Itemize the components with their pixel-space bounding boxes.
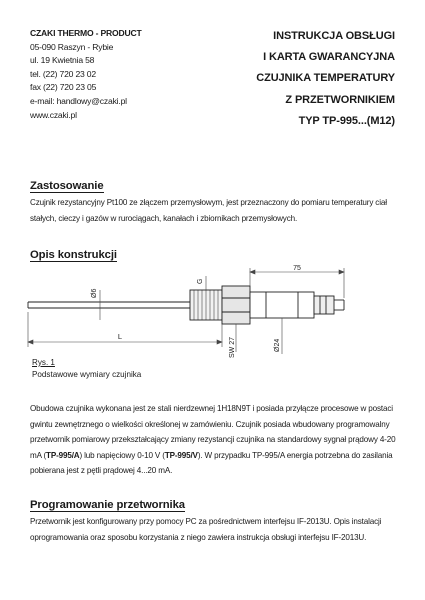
sensor-dimension-drawing (20, 262, 390, 362)
dimension-75-label: 75 (293, 265, 301, 272)
company-email[interactable]: e-mail: handlowy@czaki.pl (30, 95, 127, 106)
section-construction-heading: Opis konstrukcji (30, 249, 117, 261)
company-phone: tel. (22) 720 23 02 (30, 68, 96, 79)
company-address-line1: 05-090 Raszyn - Rybie (30, 41, 114, 52)
figure-caption-block (32, 357, 141, 381)
section-use-heading: Zastosowanie (30, 180, 104, 192)
company-address-line2: ul. 19 Kwietnia 58 (30, 55, 95, 66)
title-line-3: CZUJNIKA TEMPERATURY (256, 72, 395, 85)
company-fax: fax (22) 720 23 05 (30, 82, 97, 93)
title-line-4: Z PRZETWORNIKIEM (285, 93, 395, 106)
title-line-2: I KARTA GWARANCYJNA (263, 51, 395, 64)
description-p2-a: Czujnik posiada wbudowany programowalny przetwornik pomiarowy przekształcający zmiany rezystancji czujnika na standardowy sygnał prądowy 4-20 mA ( (30, 419, 396, 460)
description-p1: Obudowa czujnika wykonana jest ze stali nierdzewnej 1H18N9T i posiada przyłącze procesowe w postaci gwintu zewnętrznego o wielkości określonej w zamówieniu. (30, 404, 393, 429)
document-title (175, 26, 395, 132)
dimension-l-label: L (117, 332, 123, 341)
figure-number: Rys. 1 (32, 358, 55, 367)
description-p2-c: ) lub napięciowy 0-10 V ( (79, 450, 165, 460)
dimension-g-label: G (197, 278, 204, 284)
description-paragraph (30, 401, 398, 479)
dimension-phi24-label: Ø24 (274, 338, 281, 352)
description-model-a: TP-995/A (46, 450, 80, 460)
section-use-text: Czujnik rezystancyjny Pt100 ze złączem przemysłowym, jest przeznaczony do pomiaru temperatury ciał stałych, cieczy i gazów w rurociągach, kanałach i zbiornikach przemysłowych. (30, 198, 387, 223)
section-programming-text: Przetwornik jest konfigurowany przy pomocy PC za pośrednictwem interfejsu IF-2013U. Opis instalacji oprogramowania oraz sposobu korzystania z niego zawiera instrukcja obsługi interfejsu IF-2013U. (30, 517, 382, 542)
description-p2-d: ). W przypadku TP-995/A energia potrzebna do zasilania pobierana jest z pętli prądowej 4...20 mA. (30, 450, 393, 476)
title-line-5: TYP TP-995...(M12) (298, 114, 395, 127)
dimension-phi6-label: Ø6 (91, 288, 98, 298)
company-website[interactable]: www.czaki.pl (30, 109, 77, 120)
title-line-1: INSTRUKCJA OBSŁUGI (273, 30, 395, 42)
dimension-sw27-label: SW 27 (229, 336, 236, 358)
figure-caption: Podstawowe wymiary czujnika (32, 370, 142, 379)
description-model-v: TP-995/V (164, 450, 198, 460)
company-name: CZAKI THERMO - PRODUCT (30, 28, 142, 38)
section-programming-heading: Programowanie przetwornika (30, 499, 185, 511)
